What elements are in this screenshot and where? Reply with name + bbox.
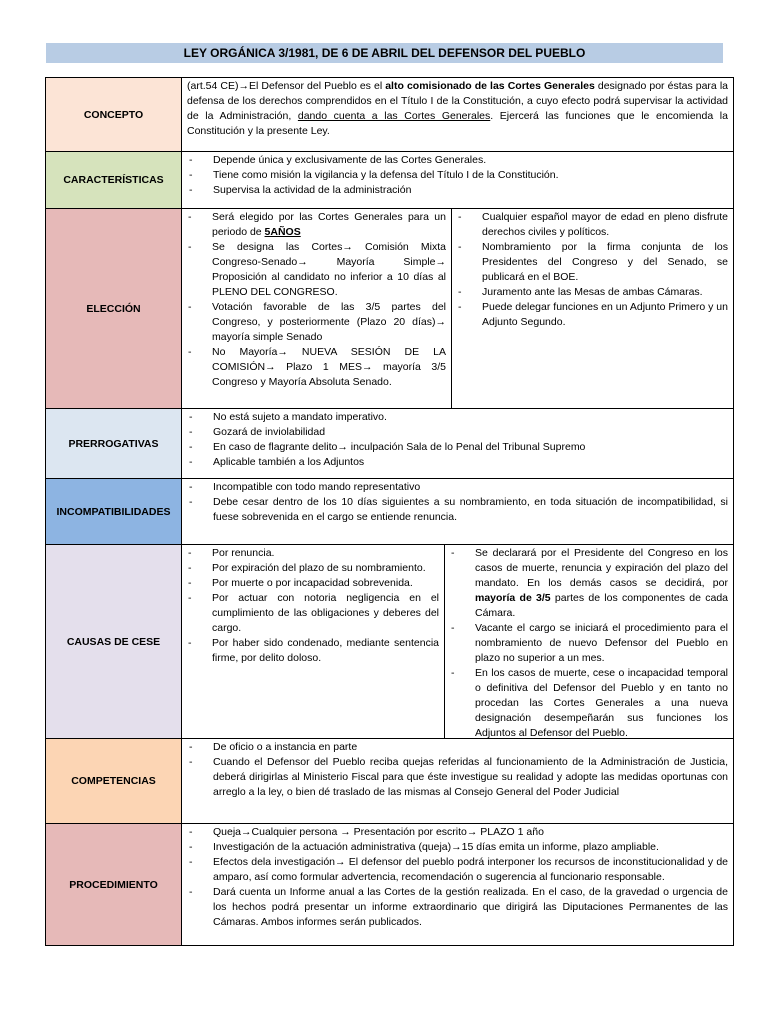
row-procedimiento	[46, 824, 734, 946]
label-prerrogativas: PRERROGATIVAS	[46, 409, 182, 479]
eleccion-right-column	[452, 209, 733, 408]
label-causas: CAUSAS DE CESE	[46, 545, 182, 739]
row-causas	[46, 545, 734, 739]
content-causas	[182, 545, 734, 739]
list-item: - Cualquier español mayor de edad en pleno disfrute derechos civiles y políticos.	[456, 210, 728, 240]
list-item: - Juramento ante las Mesas de ambas Cámaras.	[456, 285, 728, 300]
concepto-text-1: (art.54 CE)	[187, 80, 239, 92]
label-incompatibilidades: INCOMPATIBILIDADES	[46, 479, 182, 545]
content-competencias	[182, 739, 734, 824]
concepto-text-4: designado por éstas para la defensa de los derechos comprendidos en el Título I de la Constitución, a cuyo efecto podrá supervisar la actividad de la Administración,	[187, 80, 728, 122]
row-eleccion	[46, 209, 734, 409]
list-item: - Por muerte o por incapacidad sobrevenida.	[186, 576, 439, 591]
content-eleccion	[182, 209, 734, 409]
list-item: - Gozará de inviolabilidad	[187, 425, 728, 440]
list-item: - De oficio o a instancia en parte	[187, 740, 728, 755]
list-item: - Efectos dela investigación→ El defensor del pueblo podrá interponer los recursos de inconstitucionalidad y de amparo, así como formular advertencia, recomendación o sugerencia al funcionario responsable.	[187, 855, 728, 885]
concepto-text-2: El Defensor del Pueblo es el	[248, 80, 386, 92]
row-competencias	[46, 739, 734, 824]
list-item: - Tiene como misión la vigilancia y la defensa del Título I de la Constitución.	[187, 168, 728, 183]
eleccion-years: 5AÑOS	[264, 226, 301, 238]
document-title: LEY ORGÁNICA 3/1981, DE 6 DE ABRIL DEL DEFENSOR DEL PUEBLO	[46, 43, 723, 63]
list-item: - Investigación de la actuación administrativa (queja)→15 días emita un informe, plazo ampliable.	[187, 840, 728, 855]
content-caracteristicas	[182, 152, 734, 209]
label-eleccion: ELECCIÓN	[46, 209, 182, 409]
row-prerrogativas	[46, 409, 734, 479]
list-item	[449, 546, 728, 621]
list-item: - No está sujeto a mandato imperativo.	[187, 410, 728, 425]
list-item: - En los casos de muerte, cese o incapacidad temporal o definitiva del Defensor del Pueblo y en tanto no procedan las Cortes Generales a una nueva designación desempeñarán sus funciones los Adjuntos al Defensor del Pueblo.	[449, 666, 728, 741]
concepto-bold: alto comisionado de las Cortes Generales	[385, 80, 595, 92]
content-prerrogativas	[182, 409, 734, 479]
label-caracteristicas: CARACTERÍSTICAS	[46, 152, 182, 209]
row-concepto	[46, 78, 734, 152]
content-incompatibilidades	[182, 479, 734, 545]
list-item: - Debe cesar dentro de los 10 días siguientes a su nombramiento, en toda situación de incompatibilidad, si fuese sobrevenida en el cargo se entiende renuncia.	[187, 495, 728, 525]
causas-left-column	[182, 545, 445, 738]
causas-majority: mayoría de 3/5	[475, 592, 551, 604]
list-item: - Cuando el Defensor del Pueblo reciba quejas referidas al funcionamiento de la Administración de Justicia, deberá dirigirlas al Ministerio Fiscal para que éste investigue su realidad y adopte las medidas oportunas con arreglo a la ley, o bien dé traslado de las mismas al Consejo General del Poder Judicial	[187, 755, 728, 800]
list-item: - Vacante el cargo se iniciará el procedimiento para el nombramiento de nuevo Defensor del Pueblo en plazo no superior a un mes.	[449, 621, 728, 666]
list-item: - En caso de flagrante delito→ inculpación Sala de lo Penal del Tribunal Supremo	[187, 440, 728, 455]
list-item: - Por haber sido condenado, mediante sentencia firme, por delito doloso.	[186, 636, 439, 666]
concepto-text-6: . Ejercerá las funciones que le encomienda la Constitución y la presente Ley.	[187, 110, 728, 137]
content-procedimiento	[182, 824, 734, 946]
causas-item-1-end: partes de los componentes de cada Cámara.	[475, 592, 728, 619]
causas-item-1-text: Se declarará por el Presidente del Congreso en los casos de muerte, renuncia y expiración del plazo del mandato. En los demás casos se decidirá, por	[475, 547, 728, 589]
list-item	[186, 210, 446, 240]
content-concepto	[182, 78, 734, 152]
summary-table	[45, 77, 734, 946]
row-caracteristicas	[46, 152, 734, 209]
list-item: - Dará cuenta un Informe anual a las Cortes de la gestión realizada. En el caso, de la gravedad o urgencia de los hechos podrá presentar un informe extraordinario que dirigirá las Diputaciones Permanentes de las Cámaras. Ambos informes serán publicados.	[187, 885, 728, 930]
row-incompatibilidades	[46, 479, 734, 545]
list-item: - Depende única y exclusivamente de las Cortes Generales.	[187, 153, 728, 168]
list-item: - Aplicable también a los Adjuntos	[187, 455, 728, 470]
eleccion-item-1-text: Será elegido por las Cortes Generales para un periodo de	[212, 211, 446, 238]
concepto-underline: dando cuenta a las Cortes Generales	[297, 110, 491, 122]
list-item: - No Mayoría→ NUEVA SESIÓN DE LA COMISIÓN→ Plazo 1 MES→ mayoría 3/5 Congreso y Mayoría Absoluta Senado.	[186, 345, 446, 390]
list-item: - Puede delegar funciones en un Adjunto Primero y un Adjunto Segundo.	[456, 300, 728, 330]
eleccion-left-column	[182, 209, 452, 408]
list-item: - Nombramiento por la firma conjunta de los Presidentes del Congreso y del Senado, se publicará en el BOE.	[456, 240, 728, 285]
causas-right-column	[445, 545, 733, 738]
list-item: - Queja→Cualquier persona → Presentación por escrito→ PLAZO 1 año	[187, 825, 728, 840]
label-concepto: CONCEPTO	[46, 78, 182, 152]
label-competencias: COMPETENCIAS	[46, 739, 182, 824]
list-item: - Incompatible con todo mando representativo	[187, 480, 728, 495]
arrow-icon: →	[238, 80, 249, 92]
label-procedimiento: PROCEDIMIENTO	[46, 824, 182, 946]
list-item: - Se designa las Cortes→ Comisión Mixta Congreso-Senado→ Mayoría Simple→ Proposición al candidato no inferior a 10 días al PLENO DEL CONGRESO.	[186, 240, 446, 300]
list-item: - Por renuncia.	[186, 546, 439, 561]
list-item: - Por expiración del plazo de su nombramiento.	[186, 561, 439, 576]
list-item: - Por actuar con notoria negligencia en el cumplimiento de las obligaciones y deberes del cargo.	[186, 591, 439, 636]
list-item: - Supervisa la actividad de la administración	[187, 183, 728, 198]
list-item: - Votación favorable de las 3/5 partes del Congreso, y posteriormente (Plazo 20 días)→ mayoría simple Senado	[186, 300, 446, 345]
